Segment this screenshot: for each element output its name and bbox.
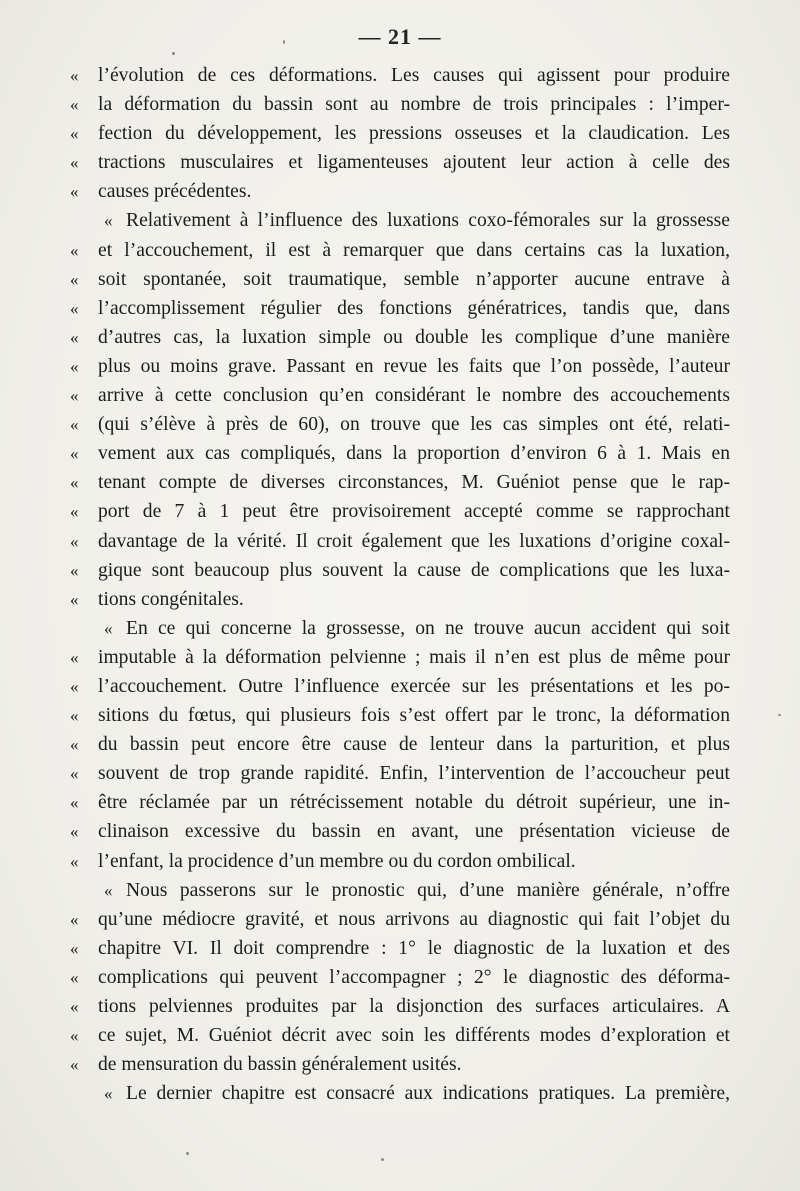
line-text: Relativement à l’influence des luxations coxo-fémorales sur la grossesse bbox=[126, 210, 730, 232]
line-text: davantage de la vérité. Il croit également que les luxations d’origine coxal- bbox=[98, 530, 730, 552]
line-text: et l’accouchement, il est à remarquer que dans certains cas la luxation, bbox=[98, 239, 730, 261]
guillemet-mark: « bbox=[70, 938, 79, 958]
line-text: être réclamée par un rétrécissement notable du détroit supérieur, une in- bbox=[98, 792, 730, 814]
guillemet-mark: « bbox=[70, 560, 79, 580]
text-line bbox=[70, 148, 730, 177]
paper-speck bbox=[778, 714, 781, 716]
paper-speck bbox=[172, 52, 175, 55]
text-line bbox=[70, 177, 730, 206]
text-line bbox=[70, 847, 730, 876]
text-line bbox=[70, 265, 730, 294]
line-text: l’accouchement. Outre l’influence exercée sur les présentations et les po- bbox=[98, 675, 730, 697]
text-line bbox=[70, 527, 730, 556]
guillemet-mark: « bbox=[70, 444, 79, 464]
line-text: l’évolution de ces déformations. Les causes qui agissent pour produire bbox=[98, 65, 730, 86]
paper-speck bbox=[283, 40, 285, 44]
text-line bbox=[70, 876, 730, 905]
guillemet-mark: « bbox=[70, 1026, 79, 1046]
line-text: soit spontanée, soit traumatique, semble n’apporter aucune entrave à bbox=[98, 268, 730, 290]
line-text: d’autres cas, la luxation simple ou double les complique d’une manière bbox=[98, 326, 730, 348]
guillemet-mark: « bbox=[70, 124, 79, 144]
guillemet-mark: « bbox=[70, 735, 79, 755]
text-line bbox=[70, 1021, 730, 1050]
line-text: tions pelviennes produites par la disjonction des surfaces articulaires. A bbox=[98, 996, 730, 1017]
guillemet-mark: « bbox=[104, 211, 113, 231]
text-line bbox=[70, 759, 730, 788]
line-text: souvent de trop grande rapidité. Enfin, l’intervention de l’accoucheur peut bbox=[98, 763, 730, 785]
guillemet-mark: « bbox=[104, 880, 113, 900]
guillemet-mark: « bbox=[70, 909, 79, 929]
guillemet-mark: « bbox=[70, 415, 79, 435]
guillemet-mark: « bbox=[70, 997, 79, 1016]
text-line bbox=[70, 119, 730, 148]
line-text: plus ou moins grave. Passant en revue les faits que l’on possède, l’auteur bbox=[98, 355, 730, 377]
text-line bbox=[70, 905, 730, 934]
line-text: sitions du fœtus, qui plusieurs fois s’est offert par le tronc, la déformation bbox=[98, 705, 730, 727]
line-text: imputable à la déformation pelvienne ; mais il n’en est plus de même pour bbox=[98, 646, 730, 668]
line-text: qu’une médiocre gravité, et nous arrivons au diagnostic qui fait l’objet du bbox=[98, 908, 730, 930]
text-line bbox=[70, 323, 730, 352]
guillemet-mark: « bbox=[70, 764, 79, 784]
text-line bbox=[70, 439, 730, 468]
guillemet-mark: « bbox=[70, 967, 79, 987]
line-text: Nous passerons sur le pronostic qui, d’une manière générale, n’offre bbox=[126, 879, 730, 901]
guillemet-mark: « bbox=[70, 298, 79, 318]
line-text: du bassin peut encore être cause de lenteur dans la parturition, et plus bbox=[98, 734, 730, 756]
guillemet-mark: « bbox=[70, 706, 79, 726]
guillemet-mark: « bbox=[104, 618, 113, 638]
line-text: tractions musculaires et ligamenteuses ajoutent leur action à celle des bbox=[98, 152, 730, 174]
line-text: En ce qui concerne la grossesse, on ne trouve aucun accident qui soit bbox=[126, 617, 730, 639]
page-number: — 21 — bbox=[358, 24, 442, 49]
guillemet-mark: « bbox=[70, 182, 79, 202]
line-text: chapitre VI. Il doit comprendre : 1° le diagnostic de la luxation et des bbox=[98, 937, 730, 959]
text-line bbox=[70, 352, 730, 381]
guillemet-mark: « bbox=[70, 1055, 79, 1075]
body-text bbox=[70, 61, 730, 1108]
line-text: Le dernier chapitre est consacré aux indications pratiques. La première, bbox=[126, 1083, 730, 1105]
text-line bbox=[70, 992, 730, 1021]
line-text: (qui s’élève à près de 60), on trouve que les cas simples ont été, relati- bbox=[98, 414, 730, 436]
guillemet-mark: « bbox=[70, 589, 79, 609]
line-text: gique sont beaucoup plus souvent la cause de complications que les luxa- bbox=[98, 559, 730, 581]
text-line bbox=[70, 730, 730, 759]
text-line bbox=[70, 817, 730, 846]
line-text: ce sujet, M. Guéniot décrit avec soin les différents modes d’exploration et bbox=[98, 1025, 730, 1047]
line-text: port de 7 à 1 peut être provisoirement accepté comme se rapprochant bbox=[98, 501, 730, 523]
line-text: causes précédentes. bbox=[98, 181, 252, 203]
text-line bbox=[70, 236, 730, 265]
line-text: tenant compte de diverses circonstances, M. Guéniot pense que le rap- bbox=[98, 472, 730, 494]
line-text: tions congénitales. bbox=[98, 588, 244, 610]
guillemet-mark: « bbox=[70, 822, 79, 842]
text-line bbox=[70, 294, 730, 323]
guillemet-mark: « bbox=[70, 676, 79, 696]
line-text: fection du développement, les pressions osseuses et la claudication. Les bbox=[98, 123, 730, 145]
text-line bbox=[70, 61, 730, 90]
guillemet-mark: « bbox=[70, 356, 79, 376]
text-line bbox=[70, 701, 730, 730]
line-text: vement aux cas compliqués, dans la proportion d’environ 6 à 1. Mais en bbox=[98, 443, 730, 465]
text-line bbox=[70, 614, 730, 643]
line-text: de mensuration du bassin généralement usités. bbox=[98, 1054, 462, 1076]
text-line bbox=[70, 963, 730, 992]
guillemet-mark: « bbox=[70, 502, 79, 522]
guillemet-mark: « bbox=[70, 386, 79, 406]
guillemet-mark: « bbox=[70, 66, 79, 85]
text-line bbox=[70, 1079, 730, 1108]
text-line bbox=[70, 410, 730, 439]
paper-speck bbox=[186, 1152, 189, 1155]
guillemet-mark: « bbox=[70, 851, 79, 871]
text-line bbox=[70, 381, 730, 410]
line-text: arrive à cette conclusion qu’en considérant le nombre des accouchements bbox=[98, 385, 730, 407]
paper-speck bbox=[381, 1158, 384, 1161]
guillemet-mark: « bbox=[70, 269, 79, 289]
line-text: l’accomplissement régulier des fonctions génératrices, tandis que, dans bbox=[98, 297, 730, 319]
guillemet-mark: « bbox=[104, 1084, 113, 1104]
guillemet-mark: « bbox=[70, 153, 79, 173]
text-line bbox=[70, 585, 730, 614]
line-text: complications qui peuvent l’accompagner ; 2° le diagnostic des déforma- bbox=[98, 966, 730, 988]
text-line bbox=[70, 788, 730, 817]
text-line bbox=[70, 90, 730, 119]
text-line bbox=[70, 468, 730, 497]
text-line bbox=[70, 206, 730, 235]
text-line bbox=[70, 672, 730, 701]
guillemet-mark: « bbox=[70, 240, 79, 260]
guillemet-mark: « bbox=[70, 793, 79, 813]
guillemet-mark: « bbox=[70, 473, 79, 493]
text-line bbox=[70, 497, 730, 526]
text-line bbox=[70, 643, 730, 672]
guillemet-mark: « bbox=[70, 327, 79, 347]
text-line bbox=[70, 934, 730, 963]
text-line bbox=[70, 1050, 730, 1079]
text-line bbox=[70, 556, 730, 585]
line-text: la déformation du bassin sont au nombre de trois principales : l’imper- bbox=[98, 94, 730, 116]
guillemet-mark: « bbox=[70, 95, 79, 115]
guillemet-mark: « bbox=[70, 647, 79, 667]
line-text: l’enfant, la procidence d’un membre ou du cordon ombilical. bbox=[98, 850, 576, 872]
guillemet-mark: « bbox=[70, 531, 79, 551]
line-text: clinaison excessive du bassin en avant, une présentation vicieuse de bbox=[98, 821, 730, 843]
